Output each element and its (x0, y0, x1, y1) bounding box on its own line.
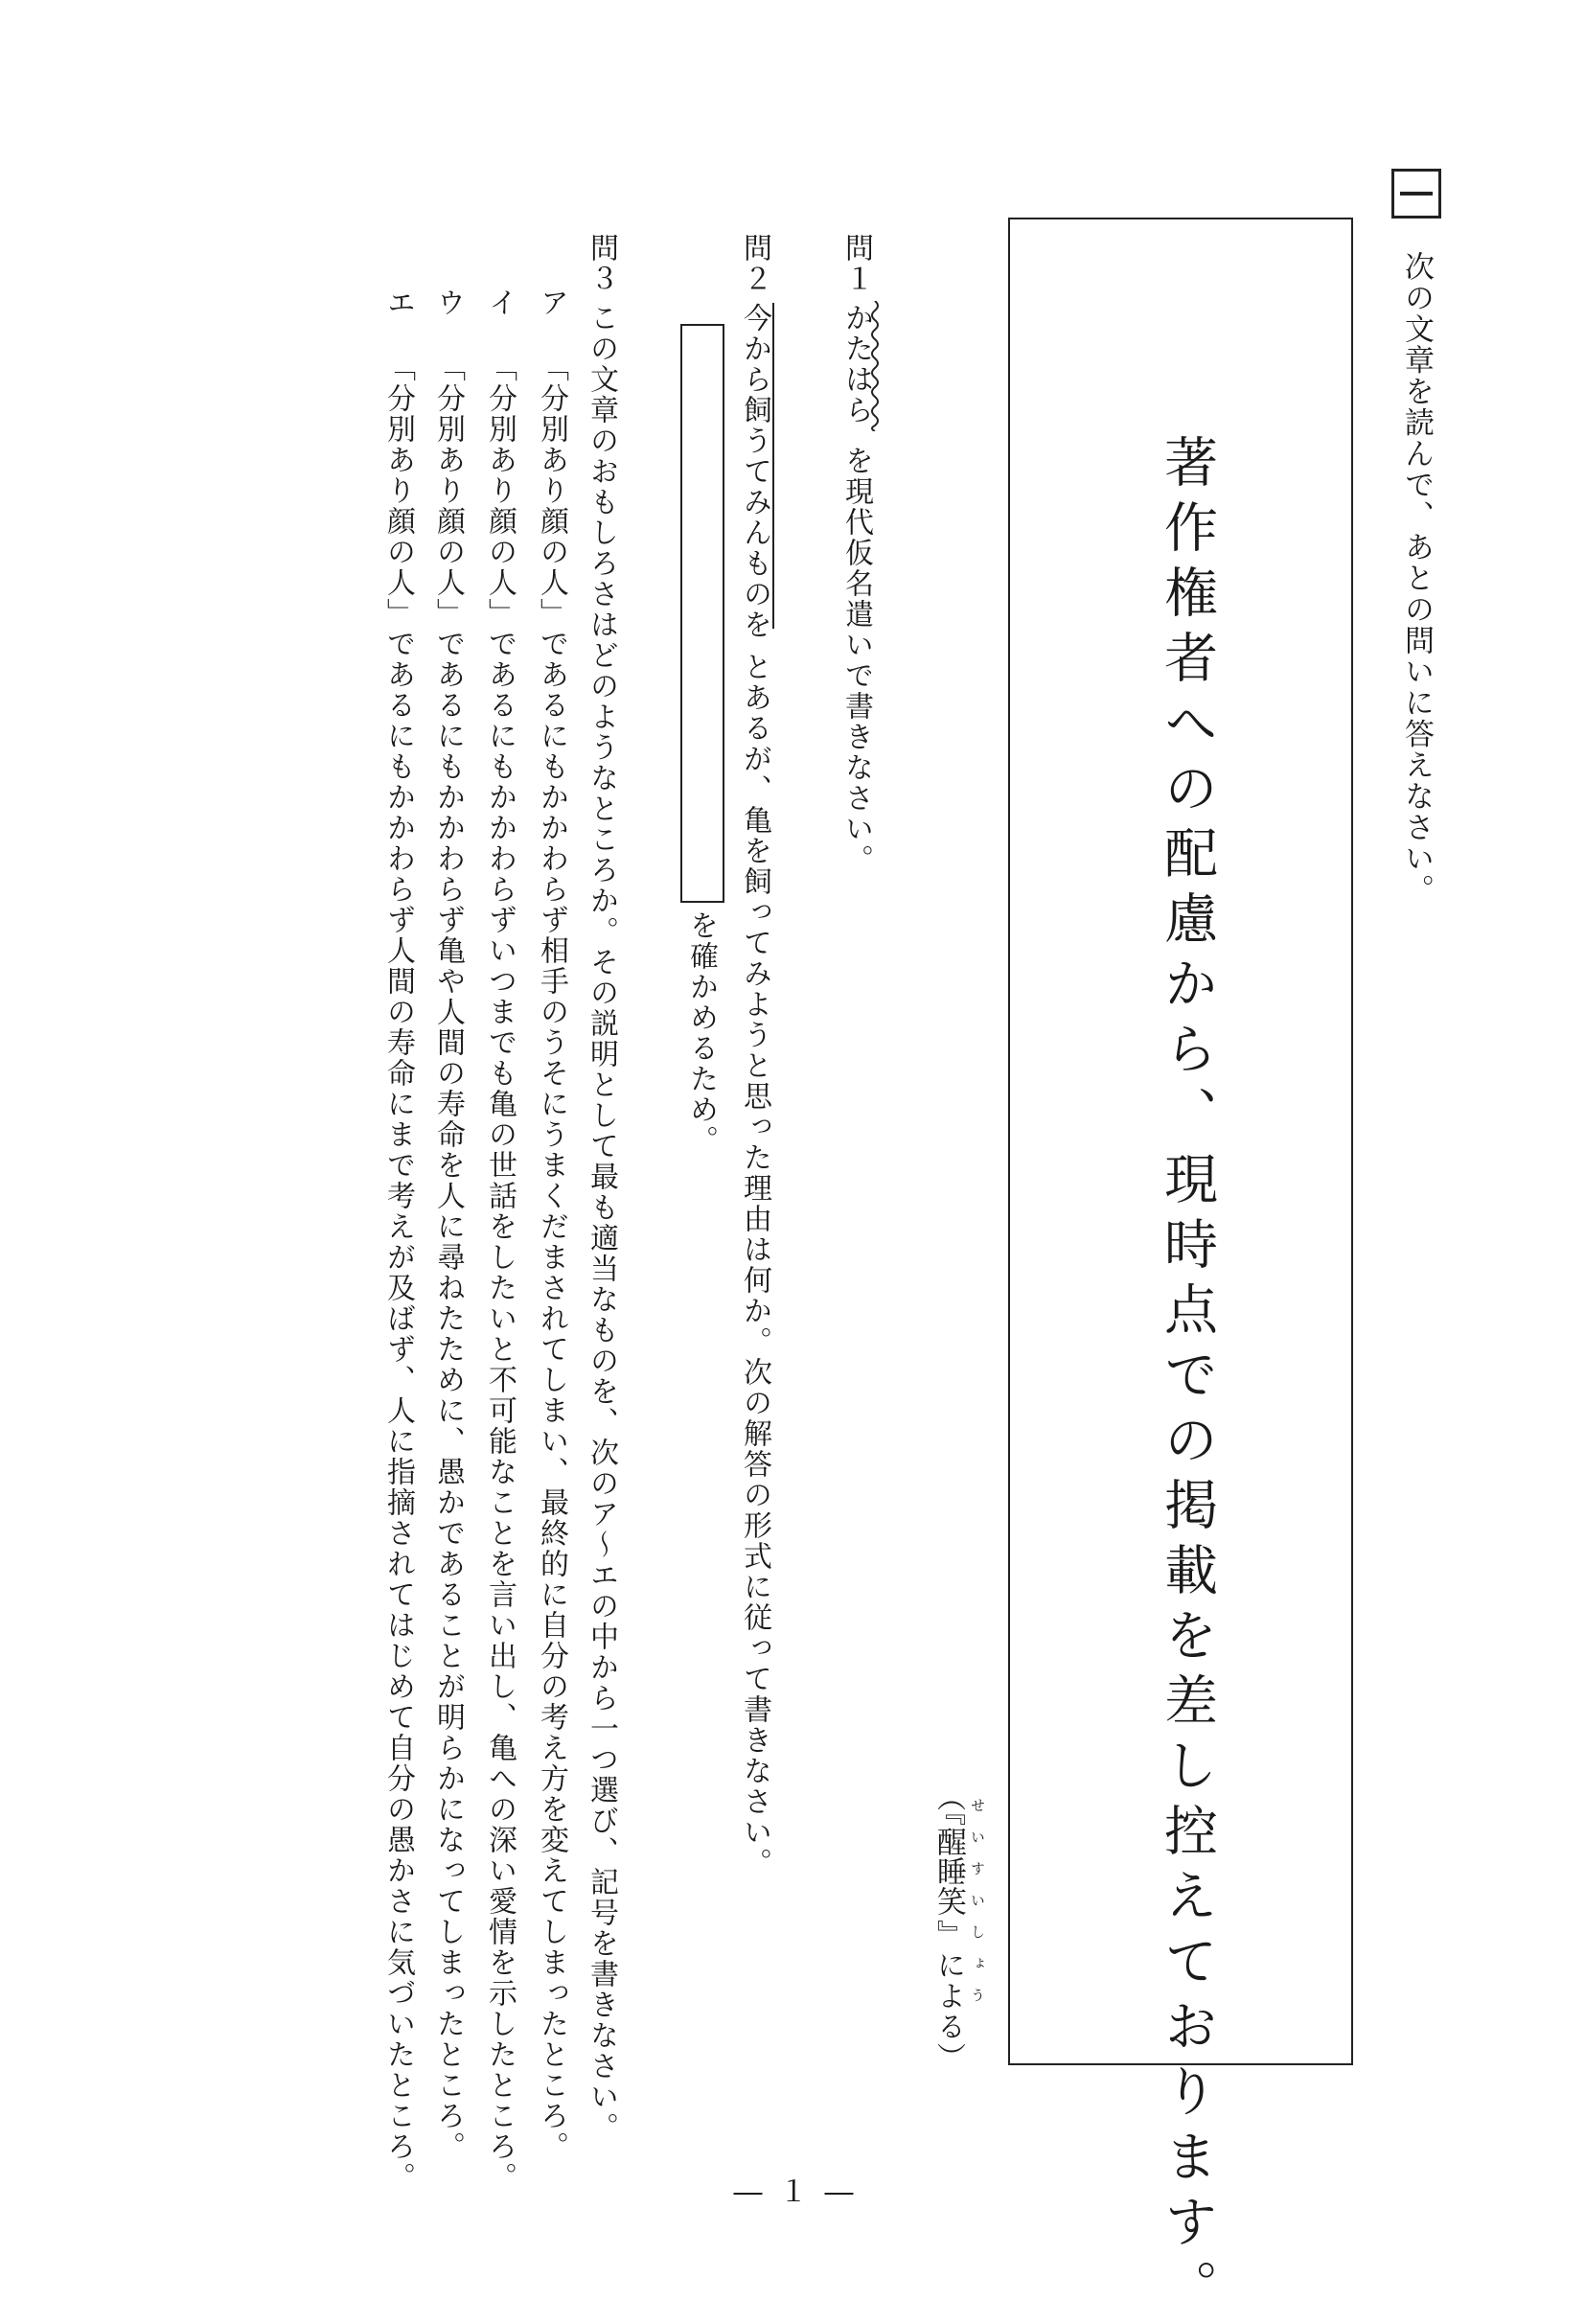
source-open-bracket: （『 (931, 1783, 965, 1826)
section-number-box (1391, 169, 1441, 219)
question-1-label: 問１ (839, 233, 873, 294)
question-3-text: この文章のおもしろさはどのようなところか。その説明として最も適当なものを、次のア～エの中から一つ選び、記号を書きなさい。 (585, 303, 618, 2143)
page-number: ― １ ― (733, 2175, 858, 2209)
option-b-text: 「分別あり顔の人」であるにもかかわらずいつまでも亀の世話をしたいと不可能なことを言い出し、亀への深い愛情を示したところ。 (483, 353, 517, 2193)
option-c-mark: ウ (431, 288, 465, 316)
question-2-quote: 今から飼うてみんものを (738, 303, 771, 640)
quote-sideline (772, 303, 774, 629)
copyright-notice: 著作権者への配慮から、現時点での掲載を差し控えております。 (1156, 434, 1218, 2324)
section-number-kanji (1400, 192, 1433, 196)
option-a-text: 「分別あり顔の人」であるにもかかわらず相手のうそにうまくだまされてしまい、最終的に自分の考え方を変えてしまったところ。 (535, 353, 568, 2162)
source-title: 醒睡笑 (931, 1827, 966, 1916)
instruction-text: 次の文章を読んで、あとの問いに答えなさい。 (1399, 251, 1434, 906)
answer-box[interactable] (680, 324, 724, 903)
answer-suffix: を確かめるため。 (684, 910, 718, 1156)
option-a-mark: ア (535, 288, 568, 316)
option-b-mark: イ (483, 288, 517, 316)
question-1-text: を現代仮名遣いで書きなさい。 (839, 446, 873, 875)
wavy-underline (868, 301, 882, 431)
source-close: 』による） (931, 1920, 965, 2073)
question-2-text: とあるが、亀を飼ってみようと思った理由は何か。次の解答の形式に従って書きなさい。 (738, 652, 771, 1878)
question-3-label: 問３ (585, 233, 618, 294)
option-d-mark: エ (381, 288, 415, 316)
question-2-label: 問２ (738, 233, 771, 294)
source-citation (931, 1783, 991, 2073)
option-c-text: 「分別あり顔の人」であるにもかかわらず亀や人間の寿命を人に尋ねたために、愚かであることが明らかになってしまったところ。 (431, 353, 465, 2162)
option-d-text: 「分別あり顔の人」であるにもかかわらず人間の寿命にまで考えが及ばず、人に指摘されてはじめて自分の愚かさに気づいたところ。 (381, 353, 415, 2193)
source-title-ruby: せいすいしょう (969, 1798, 986, 2019)
question-1-target-word: かたはら (839, 303, 873, 426)
